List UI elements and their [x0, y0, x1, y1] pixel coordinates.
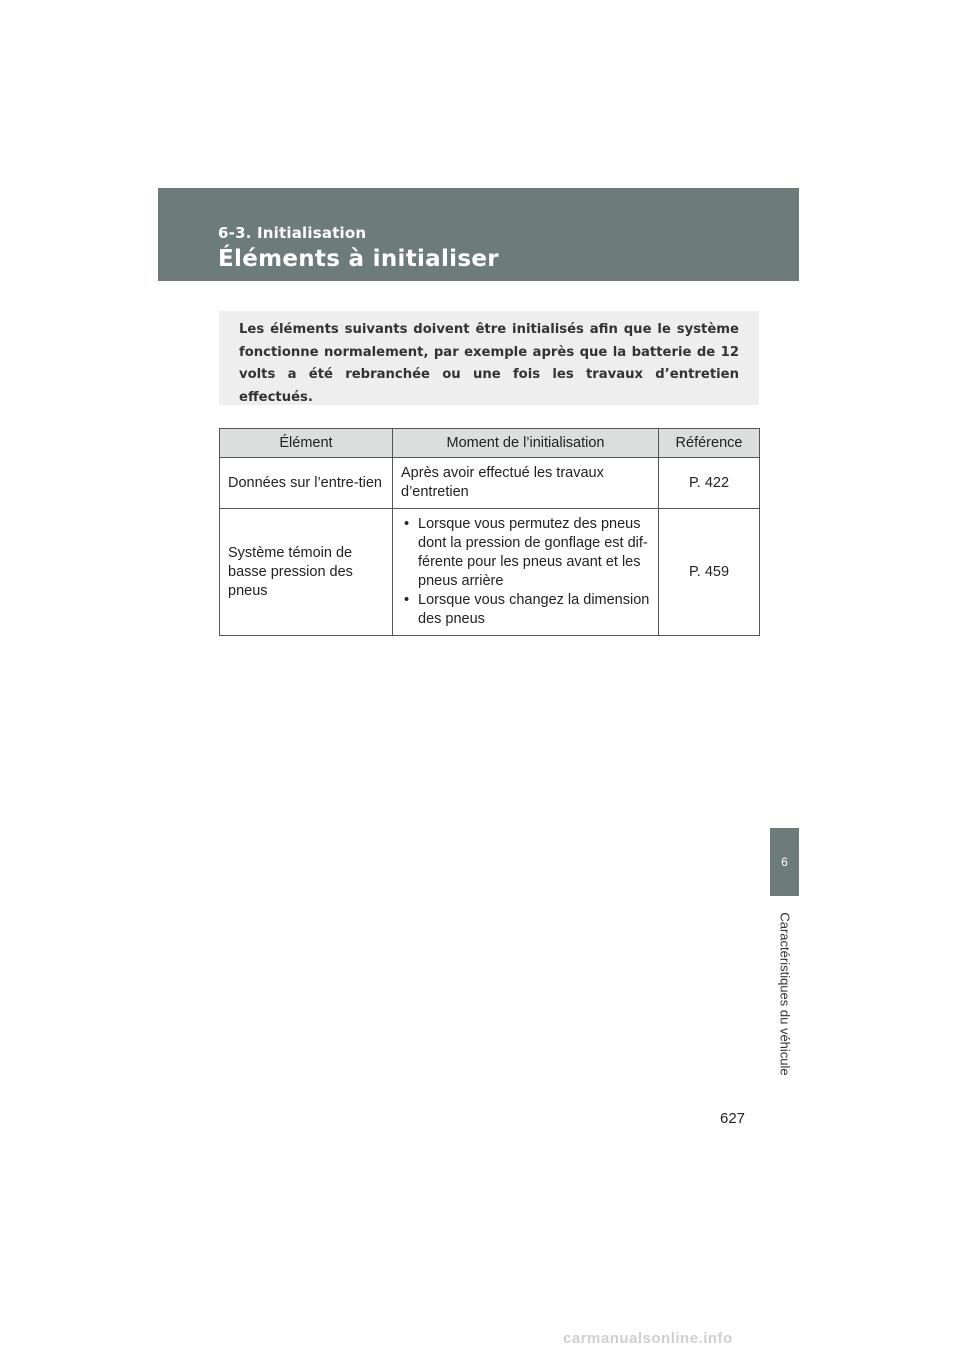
intro-text: Les éléments suivants doivent être initialisés afin que le système fonctionne normalement, par exemple après que la batterie de 12 volts a été rebranchée ou une fois les travaux d’entretien effectués. — [239, 322, 739, 405]
column-header-timing: Moment de l’initialisation — [393, 429, 659, 458]
cell-reference: P. 459 — [659, 509, 760, 636]
cell-timing — [393, 509, 659, 636]
intro-box — [219, 311, 759, 405]
page-number: 627 — [720, 1110, 746, 1127]
cell-element: Données sur l’entre-tien — [220, 458, 393, 509]
column-header-reference: Référence — [659, 429, 760, 458]
timing-list — [401, 515, 650, 629]
chapter-tab — [770, 828, 799, 896]
column-header-element: Élément — [220, 429, 393, 458]
cell-timing: Après avoir effectué les travaux d’entretien — [393, 458, 659, 509]
chapter-side-label: Caractéristiques du véhicule — [777, 912, 793, 1076]
list-item: • Lorsque vous changez la dimension des pneus — [401, 591, 650, 629]
table-header-row — [220, 429, 760, 458]
page-title: Éléments à initialiser — [218, 246, 499, 272]
initialization-table — [219, 428, 760, 636]
table-row — [220, 509, 760, 636]
section-label: 6-3. Initialisation — [218, 224, 367, 242]
watermark: carmanualsonline.info — [563, 1330, 733, 1347]
table-row — [220, 458, 760, 509]
cell-reference: P. 422 — [659, 458, 760, 509]
cell-element: Système témoin de basse pression des pneus — [220, 509, 393, 636]
list-item: • Lorsque vous permutez des pneus dont la pression de gonflage est dif-férente pour les pneus avant et les pneus arrière — [401, 515, 650, 591]
chapter-number: 6 — [781, 855, 788, 869]
